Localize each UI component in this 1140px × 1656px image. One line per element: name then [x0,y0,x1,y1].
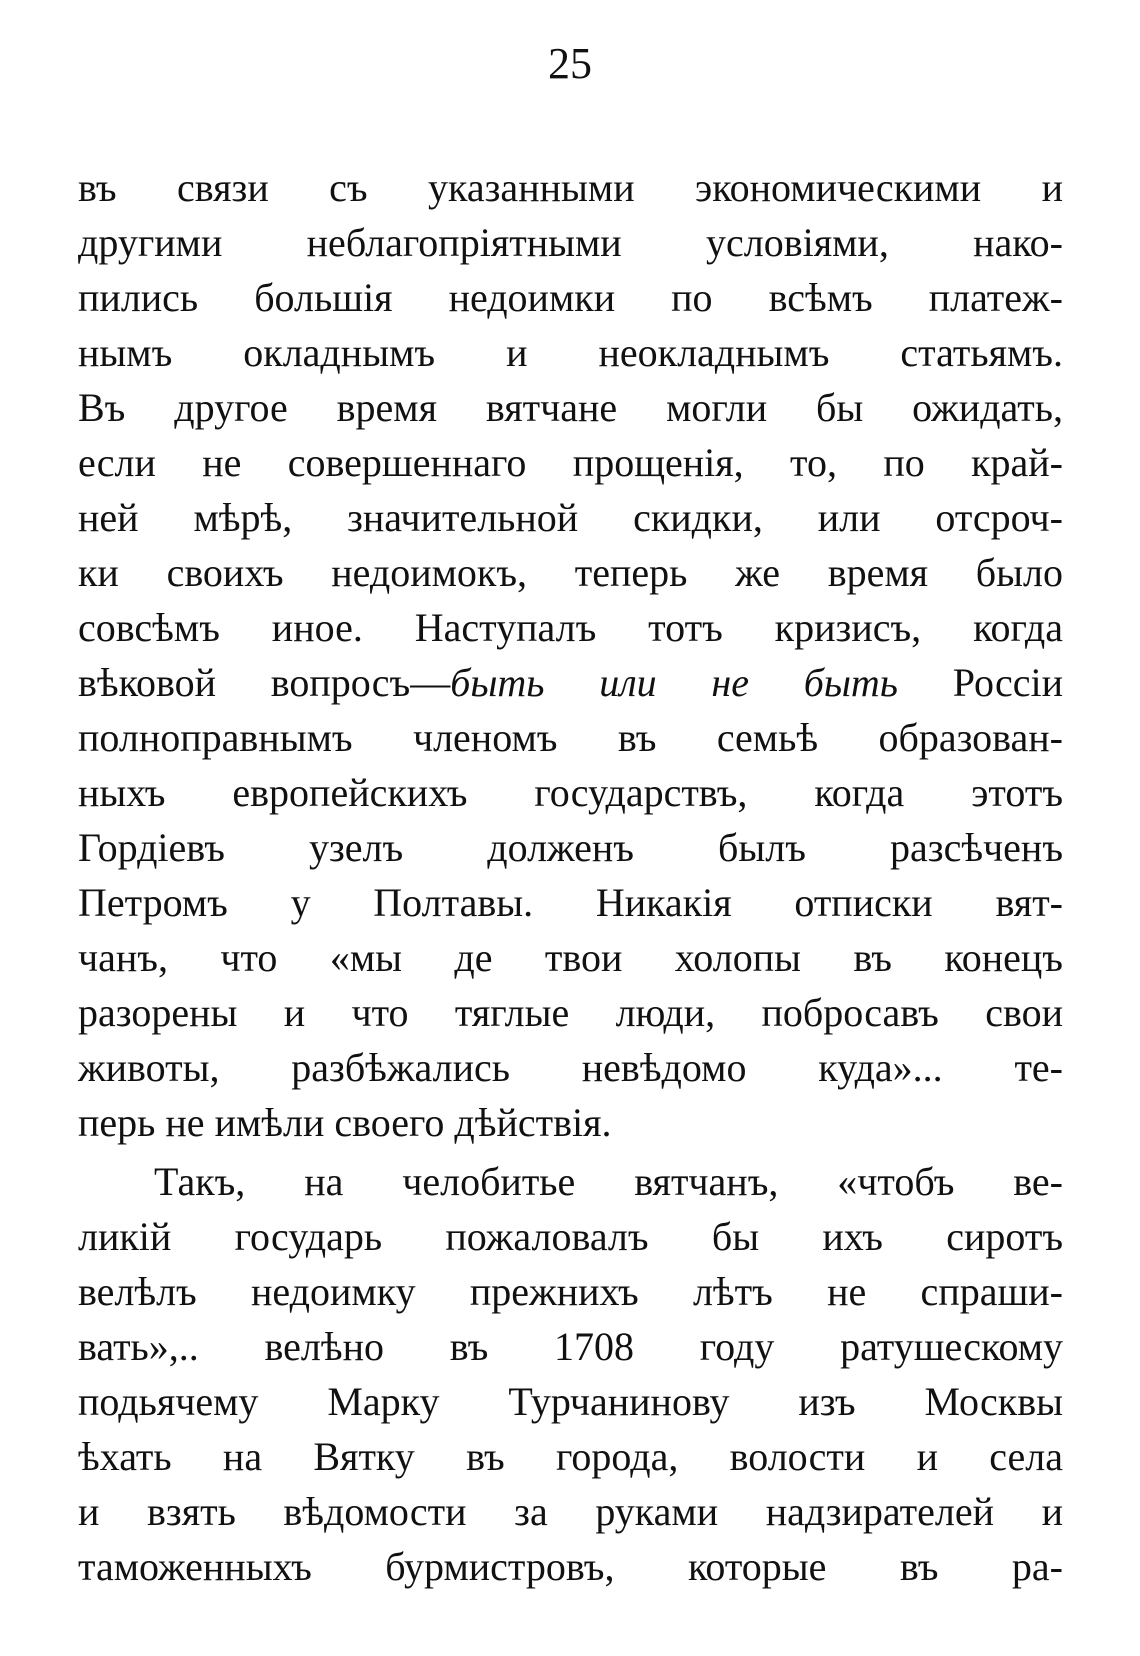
text-line: Въ другое время вятчане могли бы ожидать, [78,385,1063,430]
paragraph-1 [78,160,1063,1150]
text-line: ней мѣрѣ, значительной скидки, или отсроч- [78,495,1063,540]
text-line: велѣлъ недоимку прежнихъ лѣтъ не спраши- [78,1269,1063,1314]
text-line: въ связи съ указанными экономическими и [78,165,1063,210]
text-line: пились большія недоимки по всѣмъ платеж- [78,275,1063,320]
text-line: чанъ, что «мы де твои холопы въ конецъ [78,935,1063,980]
text-line: нымъ окладнымъ и неокладнымъ статьямъ. [78,330,1063,375]
text-line: ликій государь пожаловалъ бы ихъ сиротъ [78,1214,1063,1259]
text-line: совсѣмъ иное. Наступалъ тотъ кризисъ, когда [78,605,1063,650]
text-line: ѣхать на Вятку въ города, волости и села [78,1434,1063,1479]
text-line: Гордіевъ узелъ долженъ былъ разсѣченъ [78,825,1063,870]
text-line: другими неблагопріятными условіями, нако- [78,220,1063,265]
text-line: ныхъ европейскихъ государствъ, когда этотъ [78,770,1063,815]
text-line: если не совершеннаго прощенія, то, по край- [78,440,1063,485]
page-number: 25 [548,39,592,88]
text-line: и взять вѣдомости за руками надзирателей и [78,1489,1063,1534]
text-line: животы, разбѣжались невѣдомо куда»... те- [78,1045,1063,1090]
line-text-after: Россіи [898,660,1063,705]
text-line: таможенныхъ бурмистровъ, которые въ ра- [78,1544,1063,1589]
body-text [78,160,1063,1594]
text-line-with-emphasis [78,655,1063,710]
text-line: перь не имѣли своего дѣйствія. [78,1100,612,1145]
text-line: Петромъ у Полтавы. Никакія отписки вят- [78,880,1063,925]
text-line: подьячему Марку Турчанинову изъ Москвы [78,1379,1063,1424]
italic-phrase: быть или не быть [450,660,898,705]
text-line: разорены и что тяглые люди, побросавъ свои [78,990,1063,1035]
paragraph-2 [78,1154,1063,1594]
text-line: полноправнымъ членомъ въ семьѣ образован- [78,715,1063,760]
text-line: Такъ, на челобитье вятчанъ, «чтобъ ве- [154,1159,1063,1204]
line-text-before: вѣковой вопросъ— [78,660,451,705]
text-line: вать»,.. велѣно въ 1708 году ратушескому [78,1324,1063,1369]
text-line: ки своихъ недоимокъ, теперь же время было [78,550,1063,595]
